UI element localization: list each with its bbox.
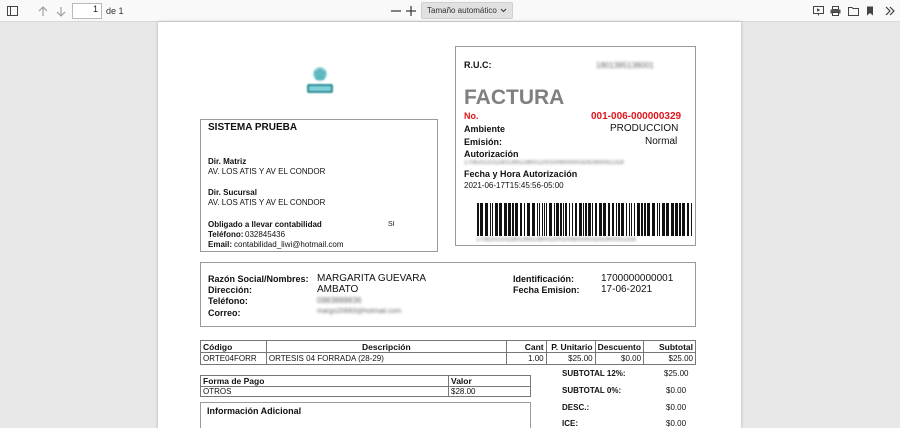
barcode-bar (575, 203, 577, 236)
contabilidad-label: Obligado a llevar contabilidad (208, 220, 322, 229)
invoice-title: FACTURA (464, 86, 565, 109)
barcode-bar (504, 203, 507, 236)
correo-value: margo20683@hotmail.com (317, 308, 402, 315)
barcode-bar (480, 203, 483, 236)
barcode-bar (671, 203, 674, 236)
barcode-bar (477, 203, 479, 236)
matriz-address: AV. LOS ATIS Y AV EL CONDOR (208, 167, 326, 176)
subtotal-12-value: $25.00 (664, 369, 689, 378)
barcode-bar (644, 203, 646, 236)
previous-page-icon[interactable] (36, 4, 50, 18)
column-header: Forma de Pago (201, 376, 449, 387)
column-header: Valor (449, 376, 531, 387)
payment-table (200, 375, 531, 397)
client-phone: 0983888836 (317, 296, 362, 305)
ambiente-value: PRODUCCION (610, 123, 679, 134)
emision-label: Emisión: (464, 137, 503, 147)
barcode-bar (539, 203, 540, 236)
barcode-bar (583, 203, 584, 236)
barcode-bar (544, 203, 545, 236)
fecha-emision-value: 17-06-2021 (601, 284, 653, 295)
additional-info-title: Información Adicional (207, 406, 302, 416)
barcode-bar (621, 203, 624, 236)
barcode-bar (508, 203, 511, 236)
barcode-bar (659, 203, 660, 236)
emision-value: Normal (645, 136, 678, 147)
column-header: Descuento (595, 341, 643, 353)
barcode-bar (608, 203, 610, 236)
barcode-bar (569, 203, 570, 236)
barcode-bar (647, 203, 650, 236)
table-row (201, 353, 696, 365)
barcode-bar (532, 203, 535, 236)
company-email-label: Email: (208, 240, 233, 249)
barcode-bar (563, 203, 564, 236)
barcode-bar (691, 203, 692, 236)
chevron-down-icon (500, 3, 507, 23)
barcode-image (476, 203, 694, 236)
barcode-bar (515, 203, 518, 236)
barcode-bar (599, 203, 602, 236)
table-cell: $28.00 (449, 387, 531, 397)
page-number-input[interactable]: 1 (72, 3, 102, 19)
table-cell: $0.00 (595, 353, 643, 365)
barcode-bar (679, 203, 681, 236)
print-icon[interactable] (828, 4, 842, 18)
barcode-bar (537, 203, 538, 236)
barcode-bar (637, 203, 640, 236)
barcode-bar (592, 203, 593, 236)
fecha-autorizacion-label: Fecha y Hora Autorización (464, 169, 578, 179)
barcode-bar (524, 203, 525, 236)
matriz-label: Dir. Matriz (208, 157, 247, 166)
barcode-bar (556, 203, 559, 236)
identificacion-label: Identificación: (513, 274, 575, 284)
pdf-page (158, 22, 741, 428)
invoice-number: 001-006-000000329 (591, 111, 682, 122)
barcode-bar (560, 203, 562, 236)
client-phone-label: Teléfono: (208, 296, 248, 306)
subtotal-12-label: SUBTOTAL 12%: (562, 369, 626, 378)
company-phone-label: Teléfono: (208, 230, 244, 239)
barcode-bar (629, 203, 630, 236)
open-file-icon[interactable] (846, 4, 860, 18)
sucursal-label: Dir. Sucursal (208, 188, 257, 197)
desc-label: DESC.: (562, 403, 590, 412)
barcode-bar (652, 203, 655, 236)
items-table (200, 340, 696, 365)
barcode-bar (612, 203, 614, 236)
subtotal-0-label: SUBTOTAL 0%: (562, 386, 622, 395)
desc-value: $0.00 (666, 403, 687, 412)
table-cell: OTROS (201, 387, 449, 397)
zoom-select-value: Tamaño automático (427, 6, 497, 15)
barcode-bar (662, 203, 665, 236)
barcode-bar (572, 203, 573, 236)
barcode-bar (616, 203, 617, 236)
column-header: Subtotal (644, 341, 696, 353)
barcode-bar (546, 203, 547, 236)
contabilidad-value: SI (388, 221, 395, 228)
barcode-bar (682, 203, 685, 236)
table-cell: ORTE04FORR (201, 353, 267, 365)
ruc-label: R.U.C: (464, 60, 492, 70)
zoom-select[interactable] (421, 2, 513, 19)
autorizacion-value: 170620210118013951380012001006000003292900051318 (464, 160, 624, 166)
razon-label: Razón Social/Nombres: (208, 274, 309, 284)
barcode-bar (657, 203, 658, 236)
table-cell: $25.00 (546, 353, 595, 365)
ambiente-label: Ambiente (464, 124, 506, 134)
barcode-bar (542, 203, 543, 236)
items-header-row (201, 341, 696, 353)
company-phone: 032845436 (245, 230, 286, 239)
barcode-number: 170620210118013951380012001006000003292900051318 (476, 237, 636, 243)
barcode-bar (641, 203, 643, 236)
next-page-icon[interactable] (54, 4, 68, 18)
ruc-value: 1801385138001 (596, 61, 654, 70)
company-name: SISTEMA PRUEBA (208, 122, 298, 133)
barcode-bar (527, 203, 530, 236)
barcode-bar (603, 203, 606, 236)
sucursal-address: AV. LOS ATIS Y AV EL CONDOR (208, 198, 326, 207)
zoom-in-icon[interactable] (404, 4, 418, 18)
invoice-number-label: No. (464, 111, 479, 121)
direccion-label: Dirección: (208, 285, 253, 295)
direccion-value: AMBATO (317, 284, 359, 295)
ice-label: ICE: (562, 419, 578, 428)
barcode-bar (512, 203, 514, 236)
zoom-out-icon[interactable] (389, 4, 403, 18)
column-header: Código (201, 341, 267, 353)
barcode-bar (687, 203, 689, 236)
table-cell: $25.00 (644, 353, 696, 365)
column-header: Descripción (266, 341, 506, 353)
barcode-bar (490, 203, 491, 236)
barcode-bar (675, 203, 678, 236)
pdf-toolbar (0, 0, 900, 22)
company-logo (298, 60, 342, 104)
barcode-bar (585, 203, 587, 236)
bookmark-icon[interactable] (863, 4, 877, 18)
barcode-bar (579, 203, 582, 236)
barcode-bar (549, 203, 552, 236)
company-email: contabilidad_liwi@hotmail.com (234, 240, 344, 249)
presentation-mode-icon[interactable] (811, 4, 825, 18)
payment-header-row (201, 376, 531, 387)
barcode-bar (554, 203, 555, 236)
fecha-emision-label: Fecha Emision: (513, 285, 580, 295)
more-tools-icon[interactable] (883, 4, 897, 18)
subtotal-0-value: $0.00 (666, 386, 687, 395)
table-row (201, 387, 531, 397)
column-header: P. Unitario (546, 341, 595, 353)
column-header: Cant (506, 341, 546, 353)
correo-label: Correo: (208, 308, 241, 318)
ice-value: $0.00 (666, 419, 687, 428)
barcode-bar (634, 203, 635, 236)
barcode-bar (631, 203, 632, 236)
autorizacion-label: Autorización (464, 149, 519, 159)
barcode-bar (618, 203, 620, 236)
barcode-bar (626, 203, 627, 236)
barcode-bar (499, 203, 502, 236)
barcode-bar (492, 203, 493, 236)
table-cell: 1.00 (506, 353, 546, 365)
fecha-autorizacion-value: 2021-06-17T15:45:56-05:00 (464, 181, 564, 190)
sidebar-toggle-icon[interactable] (5, 4, 19, 18)
barcode-bar (485, 203, 488, 236)
barcode-bar (666, 203, 669, 236)
barcode-bar (495, 203, 498, 236)
barcode-bar (565, 203, 567, 236)
barcode-bar (588, 203, 591, 236)
page-count: de 1 (106, 6, 124, 16)
razon-value: MARGARITA GUEVARA (317, 273, 427, 284)
barcode-bar (520, 203, 522, 236)
barcode-bar (595, 203, 597, 236)
identificacion-value: 1700000000001 (601, 273, 674, 284)
table-cell: ORTESIS 04 FORRADA (28-29) (266, 353, 506, 365)
